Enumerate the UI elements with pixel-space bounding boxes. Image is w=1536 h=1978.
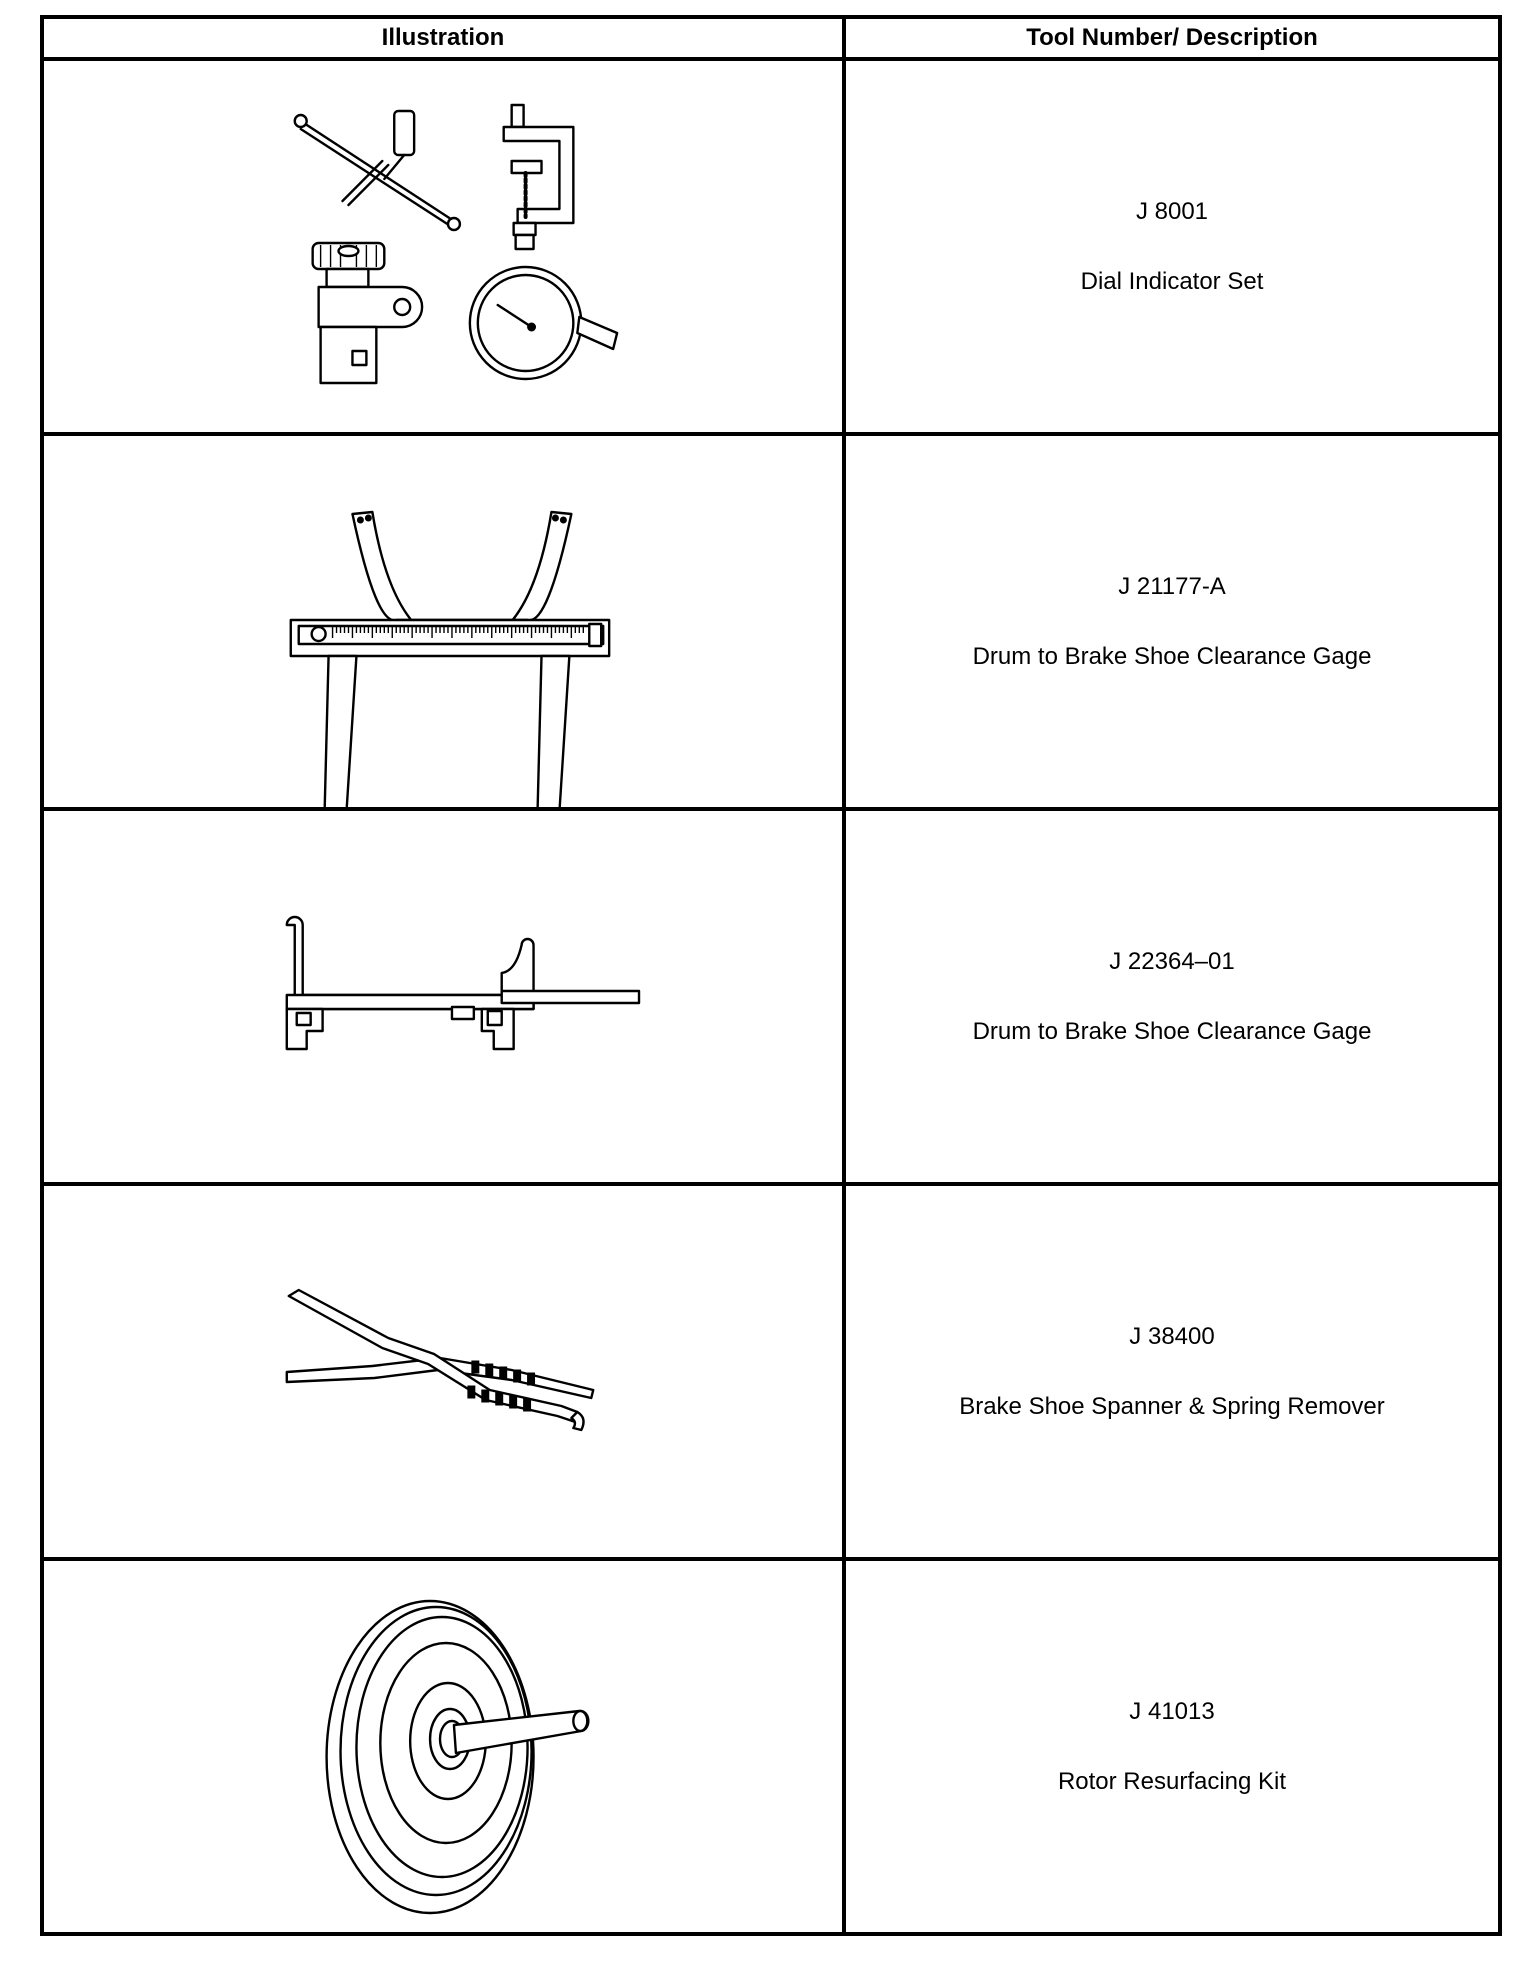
clearance-gage-caliper-icon (44, 436, 842, 807)
clearance-gage-slide-icon (44, 811, 842, 1182)
tool-number: J 38400 (1129, 1322, 1215, 1350)
tool-number: J 22364–01 (1109, 947, 1235, 975)
tool-number: J 21177-A (1118, 572, 1226, 600)
illustration-cell (42, 1184, 844, 1559)
description-cell (844, 1184, 1500, 1559)
tool-number: J 8001 (1135, 197, 1209, 225)
illustration-cell (42, 1559, 844, 1934)
table-row (42, 1184, 1500, 1559)
header-tool-description: Tool Number/ Description (844, 17, 1500, 59)
description-cell (844, 809, 1500, 1184)
header-illustration: Illustration (42, 17, 844, 59)
tool-description: Drum to Brake Shoe Clearance Gage (972, 642, 1372, 670)
tool-description: Drum to Brake Shoe Clearance Gage (972, 1017, 1372, 1045)
description-cell (844, 59, 1500, 434)
dial-indicator-set-icon (44, 61, 842, 432)
special-tools-table (40, 15, 1502, 1936)
description-cell (844, 434, 1500, 809)
tool-description: Dial Indicator Set (1080, 267, 1264, 295)
illustration-cell (42, 809, 844, 1184)
table-row (42, 809, 1500, 1184)
rotor-resurfacing-kit-icon (44, 1561, 842, 1932)
illustration-cell (42, 59, 844, 434)
table-header-row (42, 17, 1500, 59)
illustration-cell (42, 434, 844, 809)
tool-number: J 41013 (1129, 1697, 1215, 1725)
description-cell (844, 1559, 1500, 1934)
spanner-spring-remover-icon (44, 1186, 842, 1557)
table-row (42, 1559, 1500, 1934)
table-row (42, 434, 1500, 809)
tool-description: Brake Shoe Spanner & Spring Remover (959, 1392, 1385, 1420)
table-row (42, 59, 1500, 434)
tool-description: Rotor Resurfacing Kit (1057, 1767, 1287, 1795)
